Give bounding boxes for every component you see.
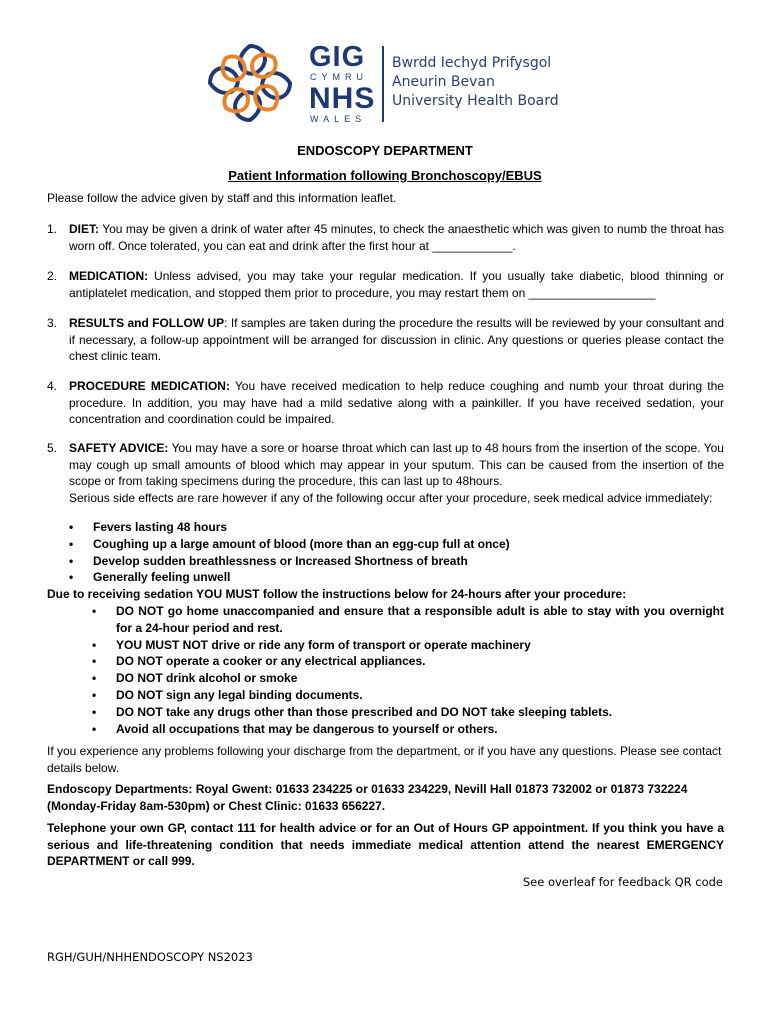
contact-details: Endoscopy Departments: Royal Gwent: 01633 234225 or 01633 234229, Nevill Hall 01873 732002 or 01873 732224 (Monday-Friday 8am-530pm) or Chest Clinic: 01633 656227. [47, 782, 688, 813]
list-item: • Coughing up a large amount of blood (more than an egg-cup full at once) [69, 536, 724, 553]
problems-text: If you experience any problems following your discharge from the department, or if you have any questions. Please see contact details below. [47, 744, 722, 775]
logo-gig-text: GIG [309, 41, 366, 73]
item-2-body: Unless advised, you may take your regular medication. If you usually take diabetic, blood thinning or antiplatelet medication, and stopped them prior to procedure, you may restart them on ___________________ [69, 269, 724, 300]
board-line-2: Aneurin Bevan [392, 74, 495, 90]
nhs-wales-logo [204, 40, 574, 126]
warning-signs-list [69, 519, 724, 586]
list-item: • Develop sudden breathlessness or Increased Shortness of breath [69, 553, 724, 570]
item-results [69, 315, 724, 365]
sedation-rules-list [92, 603, 724, 737]
logo-wales-text: WALES [310, 114, 367, 124]
list-item: • DO NOT take any drugs other than those prescribed and DO NOT take sleeping tablets. [92, 704, 724, 721]
item-5-body: You may have a sore or hoarse throat which can last up to 48 hours from the insertion of the scope. You may cough up small amounts of blood which may appear in your sputum. This can be caused from the insertion of the scope or from taking specimens during the procedure, this can last up to 48hours. [69, 441, 724, 488]
department-heading: ENDOSCOPY DEPARTMENT [297, 143, 473, 158]
document-reference: RGH/GUH/NHHENDOSCOPY NS2023 [47, 950, 253, 964]
list-item: • Generally feeling unwell [69, 569, 724, 586]
gp-advice: Telephone your own GP, contact 111 for health advice or for an Out of Hours GP appointment. If you think you have a serious and life-threatening condition that needs immediate medical attention attend the nearest EMERGENCY DEPARTMENT or call 999. [47, 821, 724, 868]
logo-nhs-text: NHS [309, 82, 376, 115]
item-procedure-medication [69, 378, 724, 428]
logo-cymru-text: CYMRU [310, 72, 368, 82]
list-item: • Avoid all occupations that may be dangerous to yourself or others. [92, 721, 724, 738]
item-1-number: 1. [47, 222, 58, 236]
item-diet [69, 221, 724, 254]
sedation-heading: Due to receiving sedation YOU MUST follow the instructions below for 24-hours after your procedure: [47, 587, 627, 601]
item-1-body: You may be given a drink of water after 45 minutes, to check the anaesthetic which was given to numb the throat has worn off. Once tolerated, you can eat and drink after the first hour at ____________. [69, 222, 724, 253]
item-2-heading: MEDICATION: [69, 269, 149, 283]
item-5-number: 5. [47, 441, 58, 455]
item-3-body: : If samples are taken during the procedure the results will be reviewed by your consultant and if necessary, a follow-up appointment will be arranged for discussion in clinic. Any questions or queries please contact the chest clinic team. [69, 316, 724, 363]
item-safety-advice [69, 440, 724, 506]
intro-text: Please follow the advice given by staff and this information leaflet. [47, 191, 397, 205]
item-2-number: 2. [47, 269, 58, 283]
item-5-heading: SAFETY ADVICE: [69, 441, 169, 455]
item-4-body: You have received medication to help reduce coughing and numb your throat during the procedure. In addition, you may have had a mild sedative along with a painkiller. If you have received sedation, your concentration and coordination could be impaired. [69, 379, 724, 426]
list-item: • DO NOT sign any legal binding documents. [92, 687, 724, 704]
item-4-heading: PROCEDURE MEDICATION: [69, 379, 230, 393]
list-item: • Fevers lasting 48 hours [69, 519, 724, 536]
list-item: • DO NOT drink alcohol or smoke [92, 670, 724, 687]
item-3-number: 3. [47, 316, 58, 330]
item-medication [69, 268, 724, 301]
health-board-name [392, 54, 559, 111]
item-3-heading: RESULTS and FOLLOW UP [69, 316, 225, 330]
item-4-number: 4. [47, 379, 58, 393]
celtic-knot-icon [204, 42, 296, 124]
item-5-extra: Serious side effects are rare however if any of the following occur after your procedure, seek medical advice immediately: [69, 490, 713, 505]
logo-divider [382, 46, 384, 122]
board-line-1: Bwrdd Iechyd Prifysgol [392, 55, 552, 71]
list-item: • DO NOT go home unaccompanied and ensure that a responsible adult is able to stay with you overnight for a 24-hour period and rest. [92, 603, 724, 637]
list-item: • DO NOT operate a cooker or any electrical appliances. [92, 653, 724, 670]
overleaf-note: See overleaf for feedback QR code [522, 875, 723, 889]
item-1-heading: DIET: [69, 222, 99, 236]
board-line-3: University Health Board [392, 93, 559, 109]
leaflet-title: Patient Information following Bronchoscopy/EBUS [228, 168, 542, 183]
list-item: • YOU MUST NOT drive or ride any form of transport or operate machinery [92, 637, 724, 654]
